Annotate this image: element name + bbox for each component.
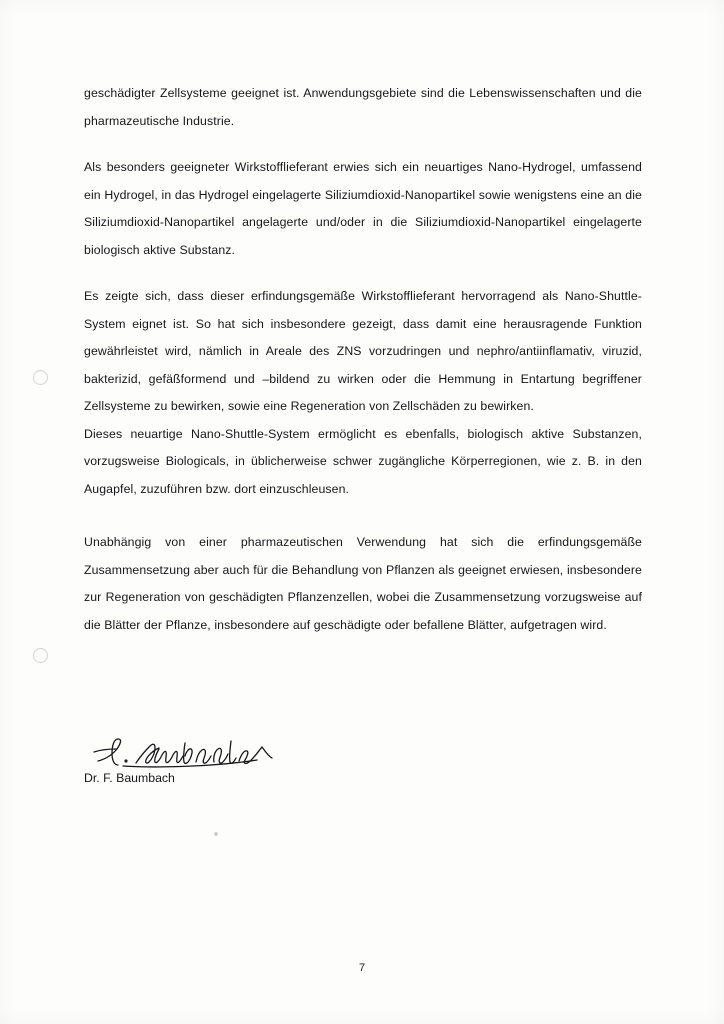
hole-punch-mark-upper xyxy=(33,370,48,385)
document-body xyxy=(84,80,642,658)
handwritten-signature-icon xyxy=(92,735,282,769)
paragraph-5: Unabhängig von einer pharmazeutischen Verwendung hat sich die erfindungsgemäße Zusammensetzung aber auch für die Behandlung von Pflanzen als geeignet erwiesen, insbesondere zur Regeneration von geschädigten Pflanzenzellen, wobei die Zusammensetzung vorzugsweise auf die Blätter der Pflanze, insbesondere auf geschädigte oder befallene Blätter, aufgetragen wird. xyxy=(84,535,642,632)
paragraph-1: geschädigter Zellsysteme geeignet ist. Anwendungsgebiete sind die Lebenswissenschaften und die pharmazeutische Industrie. xyxy=(84,86,642,128)
paragraph-4: Dieses neuartige Nano-Shuttle-System ermöglicht es ebenfalls, biologisch aktive Substanzen, vorzugsweise Biologicals, in üblicherweise schwer zugängliche Körperregionen, wie z. B. in den Augapfel, zuzuführen bzw. dort einzuschleusen. xyxy=(84,426,642,496)
paragraph-3: Es zeigte sich, dass dieser erfindungsgemäße Wirkstofflieferant hervorragend als Nano-Shuttle-System eignet ist. So hat sich insbesondere gezeigt, dass damit eine herausragende Funktion gewährleistet wird, nämlich in Areale des ZNS vorzudringen und nephro/antiinflamativ, viruzid, bakterizid, gefäßformend und –bildend zu wirken oder die Hemmung in Entartung begriffener Zellsysteme zu bewirken, sowie eine Regeneration von Zellschäden zu bewirken. xyxy=(84,289,642,413)
hole-punch-mark-lower xyxy=(33,648,48,663)
signature-block xyxy=(84,735,404,786)
signature-printed-name: Dr. F. Baumbach xyxy=(84,771,175,785)
scan-artifact-speck xyxy=(214,832,218,836)
paragraph-2: Als besonders geeigneter Wirkstofflieferant erwies sich ein neuartiges Nano-Hydrogel, umfassend ein Hydrogel, in das Hydrogel eingelagerte Siliziumdioxid-Nanopartikel sowie wenigstens eine an die Siliziumdioxid-Nanopartikel angelagerte und/oder in die Siliziumdioxid-Nanopartikel eingelagerte biologisch aktive Substanz. xyxy=(84,160,642,257)
page-number: 7 xyxy=(358,962,366,974)
